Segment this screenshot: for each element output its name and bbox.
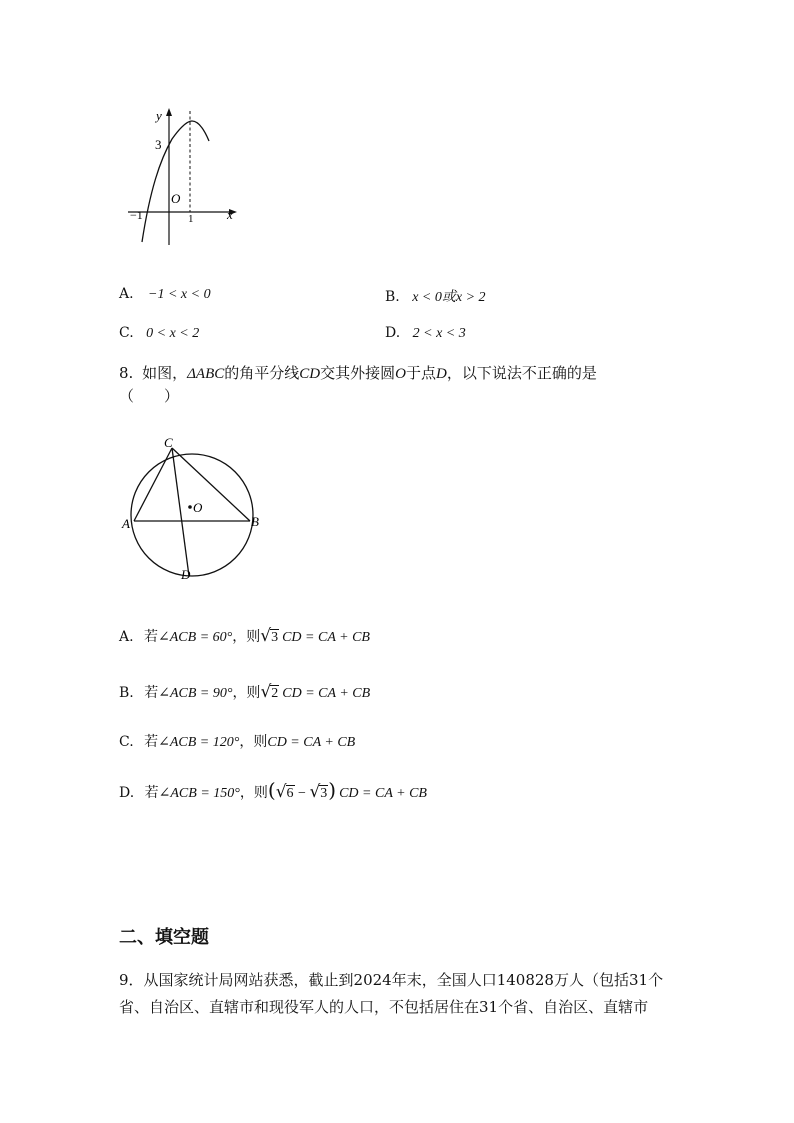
q8-option-a[interactable] — [119, 626, 370, 646]
sqrt-sign: √ — [309, 782, 321, 802]
q8-o: O — [395, 366, 406, 382]
q8-cd: CD — [299, 366, 321, 382]
label-x: x — [227, 207, 233, 222]
option-then: ，则 — [232, 629, 261, 645]
option-then: ，则 — [232, 685, 261, 701]
label-c: C — [164, 435, 173, 450]
side-cb — [172, 448, 250, 521]
right-paren: ) — [328, 778, 337, 802]
label-neg1: −1 — [130, 208, 143, 222]
left-paren: ( — [267, 778, 276, 802]
label-1: 1 — [188, 213, 194, 225]
option-letter: C. — [119, 325, 134, 341]
q9-line-1: 9．从国家统计局网站获悉，截止到2024年末，全国人口140828万人（包括31个 — [119, 971, 664, 989]
label-o: O — [193, 500, 203, 515]
q8-d: D — [435, 366, 447, 382]
q8-text-4: 于点 — [405, 364, 436, 382]
option-minus: − — [294, 786, 310, 801]
option-eq: CD = CA + CB — [282, 686, 371, 701]
option-letter: B. — [385, 289, 400, 305]
option-radicand-a: 6 — [286, 786, 294, 801]
parabola-graph — [120, 105, 245, 250]
q7-option-a[interactable] — [119, 286, 211, 303]
circle-figure — [115, 432, 275, 587]
option-letter: C. — [119, 734, 134, 750]
circumcircle — [131, 454, 253, 576]
label-y: y — [156, 108, 162, 123]
q8-option-b[interactable] — [119, 682, 370, 702]
parabola-curve — [142, 121, 209, 242]
sqrt-sign: √ — [260, 626, 272, 646]
bisector-cd — [172, 448, 189, 576]
option-eq: CD = CA + CB — [339, 786, 427, 801]
option-letter: D. — [385, 325, 401, 341]
q7-option-b[interactable] — [385, 286, 486, 306]
option-if: 若∠ — [144, 685, 170, 701]
sqrt-sign: √ — [275, 782, 287, 802]
q8-text-1: 如图， — [142, 364, 188, 382]
option-if: 若∠ — [144, 785, 171, 801]
option-cond: ACB = 150° — [170, 786, 240, 801]
option-radicand-b: 3 — [320, 786, 328, 801]
q9-line-2: 省、自治区、直辖市和现役军人的人口，不包括居住在31个省、自治区、直辖市 — [119, 998, 649, 1016]
option-cond: ACB = 60° — [169, 630, 233, 645]
option-text: 0 < x < 2 — [146, 326, 200, 341]
option-letter: B. — [119, 685, 134, 701]
y-axis-arrow — [166, 108, 172, 116]
q8-triangle: ΔABC — [187, 366, 225, 382]
q8-text-3: 交其外接圆 — [320, 364, 396, 382]
option-text: −1 < x < 0 — [148, 287, 211, 302]
option-eq: CD = CA + CB — [282, 630, 370, 645]
option-if: 若∠ — [144, 734, 170, 750]
option-if: 若∠ — [144, 629, 170, 645]
option-then: ，则 — [239, 734, 268, 750]
option-eq: CD = CA + CB — [267, 735, 356, 750]
q8-option-d[interactable] — [119, 778, 427, 802]
q8-text-5: ，以下说法不正确的是 — [446, 364, 597, 382]
q8-answer-paren: （ ） — [119, 387, 180, 405]
label-origin: O — [171, 191, 181, 206]
q8-stem — [119, 362, 597, 383]
q8-number: 8. — [119, 364, 134, 382]
label-b: B — [251, 514, 259, 529]
option-letter: A. — [119, 286, 134, 302]
option-cond: ACB = 120° — [169, 735, 240, 750]
label-3: 3 — [155, 137, 162, 152]
option-text: 2 < x < 3 — [412, 326, 466, 341]
option-text: x < 0或x > 2 — [412, 290, 486, 305]
option-letter: D. — [119, 785, 135, 801]
option-then: ，则 — [239, 785, 268, 801]
label-a: A — [122, 516, 130, 531]
option-cond: ACB = 90° — [169, 686, 233, 701]
option-radicand: 2 — [271, 686, 279, 701]
sqrt-sign: √ — [260, 682, 272, 702]
option-radicand: 3 — [271, 630, 279, 645]
q8-text-2: 的角平分线 — [224, 364, 300, 382]
q7-option-c[interactable] — [119, 325, 199, 342]
label-d: D — [181, 567, 191, 582]
q7-option-d[interactable] — [385, 325, 466, 342]
q8-option-c[interactable] — [119, 731, 355, 751]
section-title: 二、填空题 — [119, 927, 209, 948]
center-dot — [188, 505, 192, 509]
option-letter: A. — [119, 629, 134, 645]
